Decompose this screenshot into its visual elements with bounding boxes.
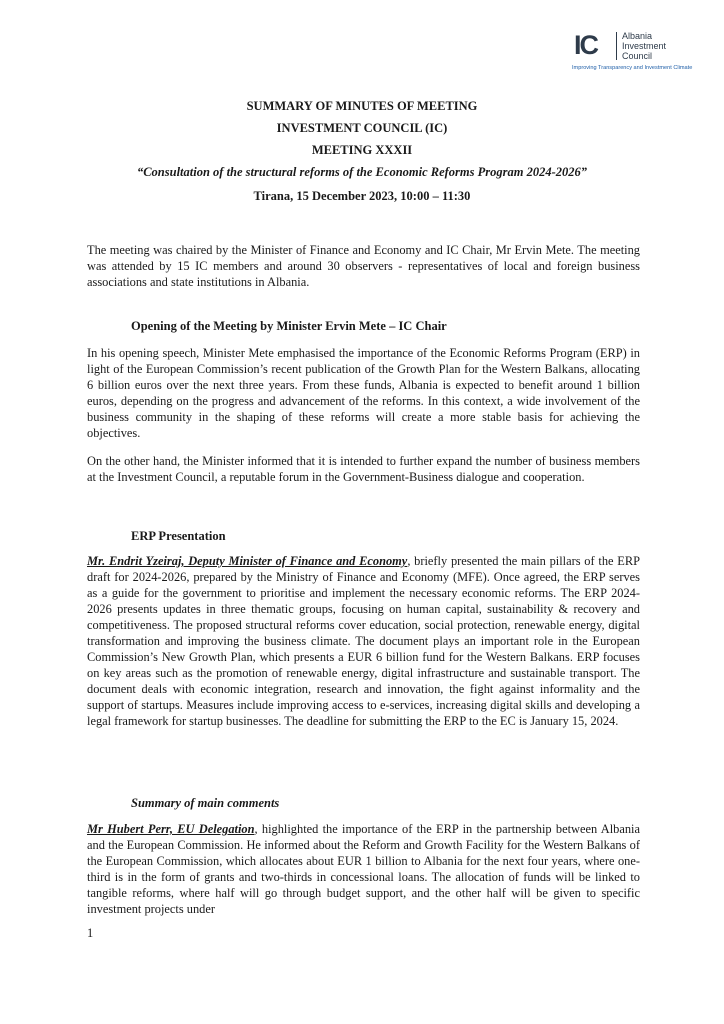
logo-name-line: Investment	[622, 41, 667, 51]
erp-paragraph	[87, 553, 640, 729]
opening-section-heading: Opening of the Meeting by Minister Ervin Mete – IC Chair	[131, 319, 447, 333]
council-name: INVESTMENT COUNCIL (IC)	[276, 121, 448, 135]
document-title: SUMMARY OF MINUTES OF MEETING	[246, 99, 478, 113]
erp-section-heading: ERP Presentation	[131, 529, 226, 543]
meeting-date-location: Tirana, 15 December 2023, 10:00 – 11:30	[253, 189, 471, 203]
albania-investment-council-logo	[572, 30, 722, 78]
erp-text: , briefly presented the main pillars of the ERP draft for 2024-2026, prepared by the Ministry of Finance and Economy (MFE). Once agreed, the ERP serves as a guide for the government to prioritise and implement the necessary economic reforms. The ERP 2024-2026 presents updates in three thematic groups, focusing on human capital, sustainability & recovery and competitiveness. The proposed structural reforms cover education, social protection, renewable energy, digital transformation and improving the business climate. The document plays an important role in the European Commission’s New Growth Plan, which presents a EUR 6 billion fund for the Western Balkans. ERP focuses on key areas such as the promotion of renewable energy, digital infrastructure and sustainable transport. The document deals with economic integration, research and innovation, the fight against informality and the support of startups. Measures include improving access to e-services, increasing digital skills and developing a legal framework for startup businesses. The deadline for submitting the ERP to the EC is January 15, 2024.	[87, 554, 640, 728]
logo-divider	[616, 32, 617, 60]
intro-paragraph: The meeting was chaired by the Minister of Finance and Economy and IC Chair, Mr Ervin Mete. The meeting was attended by 15 IC members and around 30 observers - representatives of local and foreign business associations and state institutions in Albania.	[87, 243, 640, 289]
comments-paragraph	[87, 821, 640, 917]
meeting-number: MEETING XXXII	[311, 143, 413, 157]
logo-name-line: Council	[622, 51, 653, 61]
opening-paragraph-1: In his opening speech, Minister Mete emphasised the importance of the Economic Reforms Program (ERP) in light of the European Commission’s recent publication of the Growth Plan for the Western Balkans, allocating 6 billion euros over the next three years. From these funds, Albania is expected to benefit around 1 billion euros, depending on the progress and advancement of the reforms. In this context, a wide involvement of the business community in the shaping of these reforms will create a more stable basis for achieving the objectives.	[87, 346, 640, 440]
logo-name-line: Albania	[622, 31, 653, 41]
comments-section-heading: Summary of main comments	[131, 796, 280, 810]
page-number: 1	[87, 926, 94, 940]
logo-tagline: Improving Transparency and Investment Climate	[572, 65, 693, 71]
ic-logo-mark: IC	[574, 30, 597, 60]
logo-name	[622, 31, 666, 61]
speaker-name: Mr. Endrit Yzeiraj, Deputy Minister of Finance and Economy	[87, 554, 408, 568]
meeting-subtitle: “Consultation of the structural reforms of the Economic Reforms Program 2024-2026”	[136, 165, 588, 179]
opening-paragraph-2: On the other hand, the Minister informed that it is intended to further expand the number of business members at the Investment Council, a reputable forum in the Government-Business dialogue and cooperation.	[87, 454, 640, 484]
comments-text: , highlighted the importance of the ERP in the partnership between Albania and the European Commission. He informed about the Reform and Growth Facility for the Western Balkans of the European Commission, which allocates about EUR 1 billion to Albania for the next four years, where one-third is in the form of grants and two-thirds in concessional loans. The allocation of funds will be linked to tangible reforms, where half will go through budget support, and the other half will be given to specific investment projects under	[87, 822, 640, 916]
speaker-name: Mr Hubert Perr, EU Delegation	[87, 822, 255, 836]
